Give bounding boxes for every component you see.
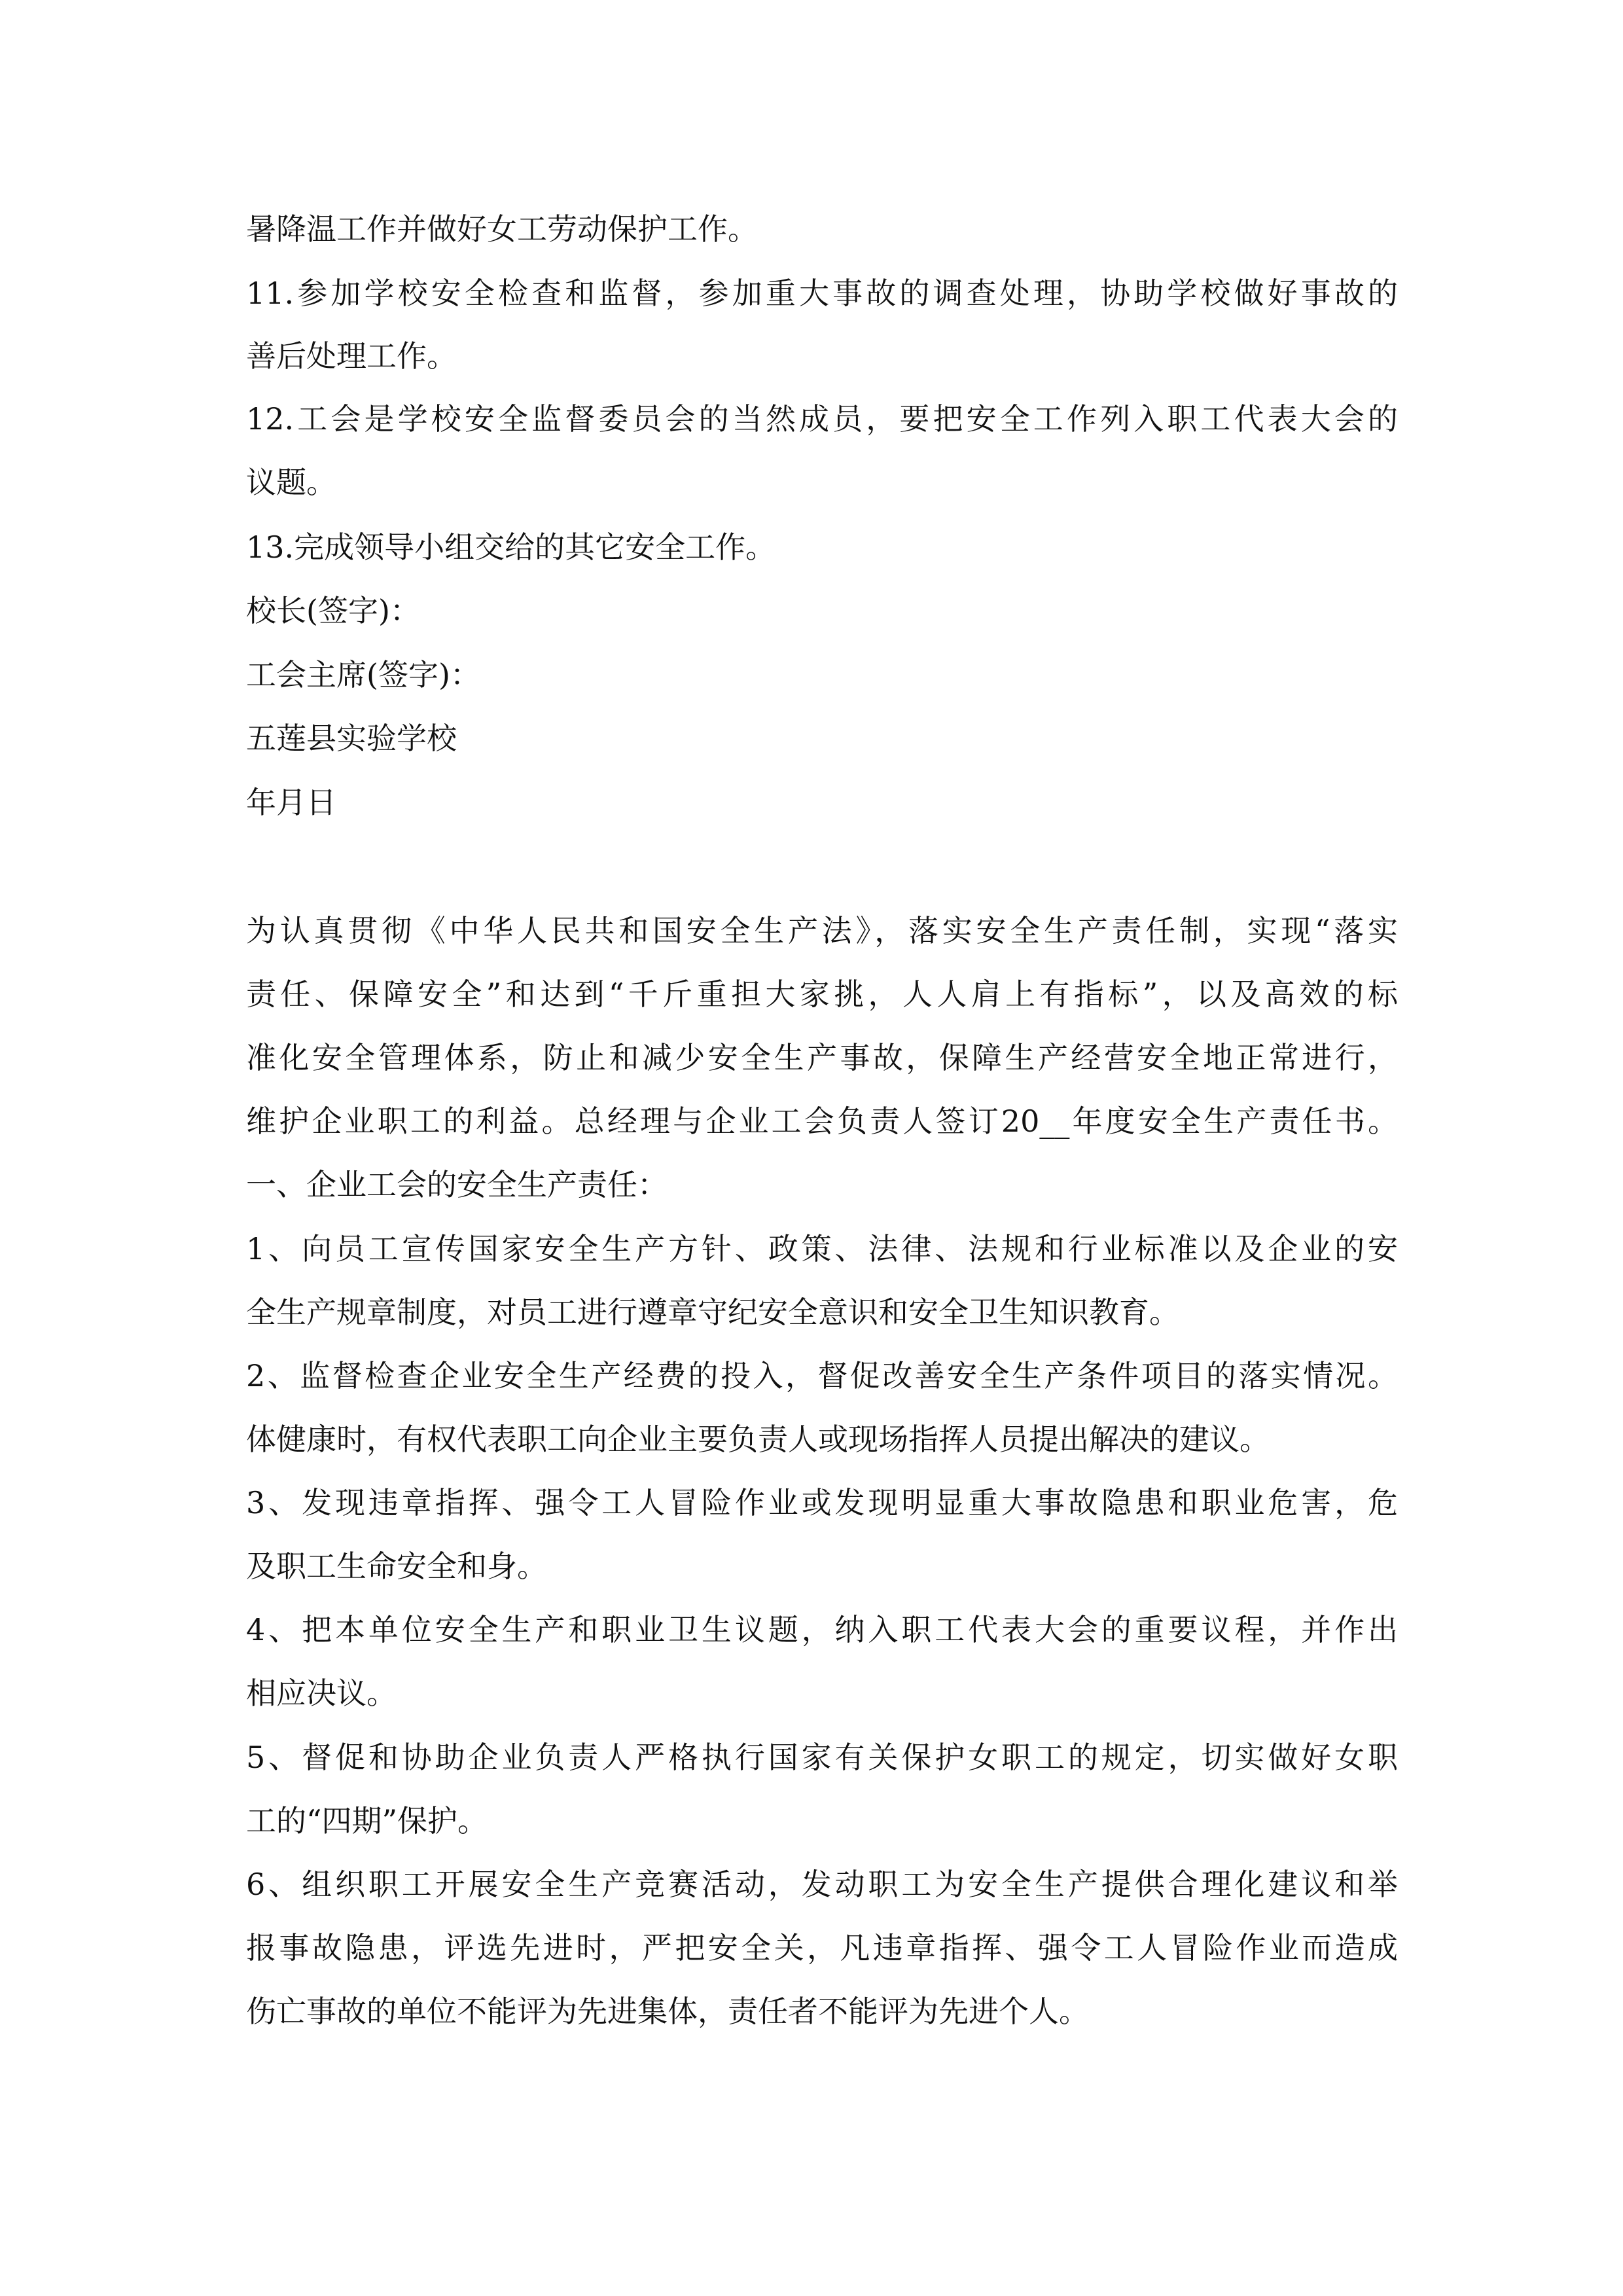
text-line: 责任、保障安全”和达到“千斤重担大家挑，人人肩上有指标”，以及高效的标	[246, 977, 1398, 1012]
text-line: 暑降温工作并做好女工劳动保护工作。	[246, 211, 758, 247]
section-heading: 一、企业工会的安全生产责任：	[246, 1167, 668, 1202]
text-line: 善后处理工作。	[246, 338, 457, 374]
text-line: 维护企业职工的利益。总经理与企业工会负责人签订20__年度安全生产责任书。	[246, 1103, 1398, 1139]
text-line: 13.完成领导小组交给的其它安全工作。	[246, 529, 776, 565]
text-line: 体健康时，有权代表职工向企业主要负责人或现场指挥人员提出解决的建议。	[246, 1422, 1270, 1457]
text-line: 4、把本单位安全生产和职业卫生议题，纳入职工代表大会的重要议程，并作出	[246, 1612, 1398, 1647]
text-line: 准化安全管理体系，防止和减少安全生产事故，保障生产经营安全地正常进行，	[246, 1040, 1398, 1075]
signature-line-union-chair: 工会主席(签字)：	[246, 657, 480, 692]
text-line: 为认真贯彻《中华人民共和国安全生产法》，落实安全生产责任制，实现“落实	[246, 913, 1398, 948]
school-name: 五莲县实验学校	[246, 721, 457, 756]
date-line: 年月日	[246, 785, 336, 820]
text-line: 相应决议。	[246, 1676, 397, 1711]
text-line: 伤亡事故的单位不能评为先进集体，责任者不能评为先进个人。	[246, 1994, 1089, 2029]
signature-line-principal: 校长(签字)：	[246, 593, 420, 628]
text-line: 5、督促和协助企业负责人严格执行国家有关保护女职工的规定，切实做好女职	[246, 1740, 1398, 1775]
text-line: 6、组织职工开展安全生产竞赛活动，发动职工为安全生产提供合理化建议和举	[246, 1867, 1398, 1902]
text-line: 全生产规章制度，对员工进行遵章守纪安全意识和安全卫生知识教育。	[246, 1295, 1179, 1330]
text-line: 及职工生命安全和身。	[246, 1549, 547, 1584]
text-line: 2、监督检查企业安全生产经费的投入，督促改善安全生产条件项目的落实情况。	[246, 1358, 1398, 1393]
text-line: 议题。	[246, 465, 336, 500]
text-line: 3、发现违章指挥、强令工人冒险作业或发现明显重大事故隐患和职业危害，危	[246, 1485, 1398, 1520]
text-line: 12.工会是学校安全监督委员会的当然成员，要把安全工作列入职工代表大会的	[246, 401, 1398, 437]
text-line: 1、向员工宣传国家安全生产方针、政策、法律、法规和行业标准以及企业的安	[246, 1231, 1398, 1266]
text-line: 11.参加学校安全检查和监督，参加重大事故的调查处理，协助学校做好事故的	[246, 276, 1398, 311]
text-line: 工的“四期”保护。	[246, 1803, 488, 1839]
text-line: 报事故隐患，评选先进时，严把安全关，凡违章指挥、强令工人冒险作业而造成	[246, 1930, 1398, 1965]
